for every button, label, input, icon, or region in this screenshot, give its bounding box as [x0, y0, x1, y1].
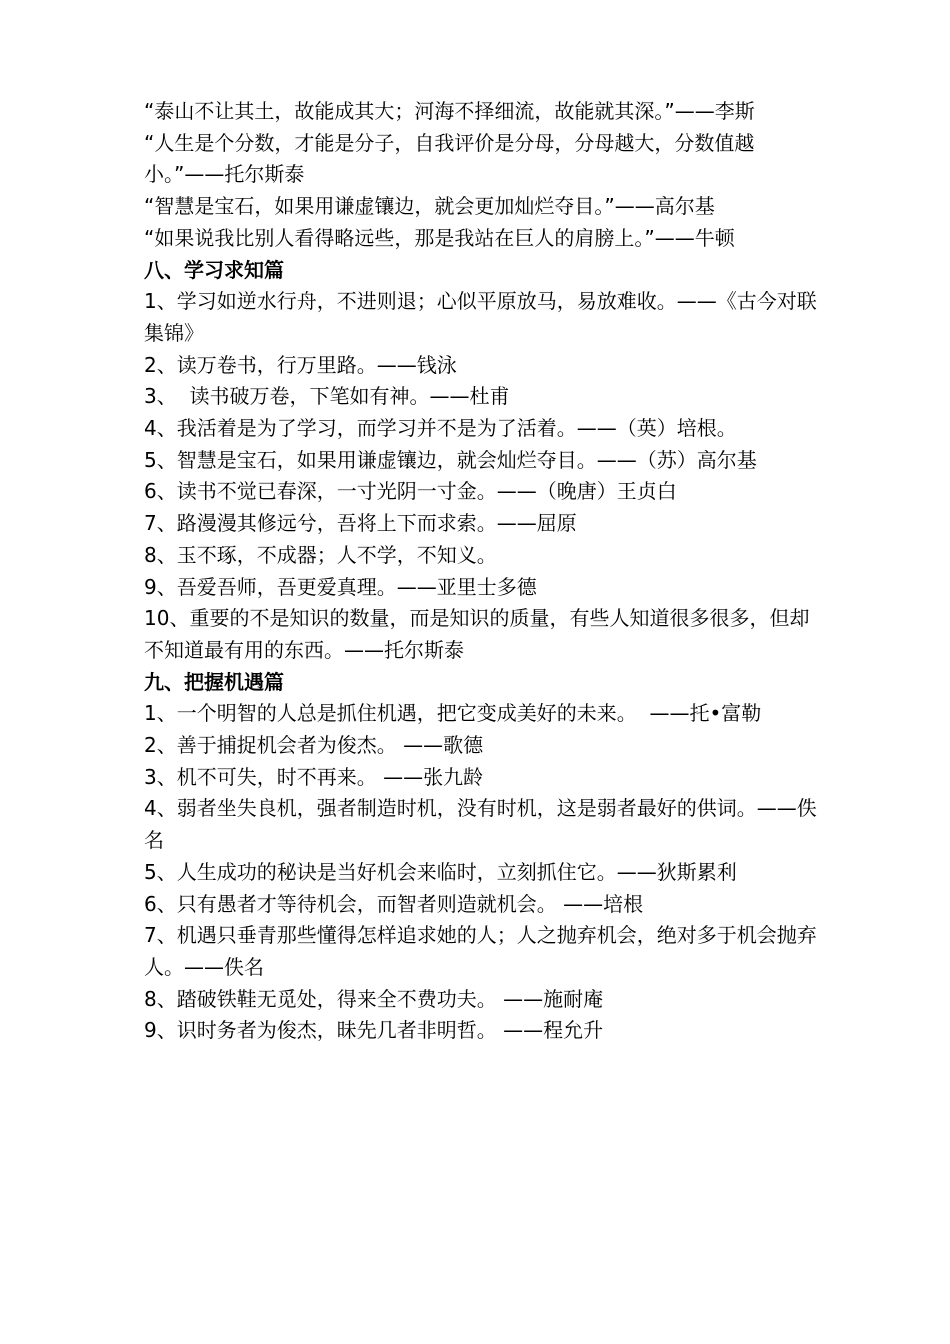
list-item: 4、我活着是为了学习，而学习并不是为了活着。——（英）培根。 — [144, 416, 737, 441]
list-item: 2、善于捕捉机会者为俊杰。 ——歌德 — [144, 733, 484, 758]
list-item: 8、踏破铁鞋无觅处，得来全不费功夫。 ——施耐庵 — [144, 986, 604, 1011]
list-item: 1、一个明智的人总是抓住机遇，把它变成美好的未来。 ——托•富勒 — [144, 701, 762, 726]
list-item: 3、 读书破万卷，下笔如有神。——杜甫 — [144, 384, 510, 409]
list-item: 7、机遇只垂青那些懂得怎样追求她的人；人之抛弃机会，绝对多于机会抛弃人。——佚名 — [144, 923, 817, 979]
list-item: 6、只有愚者才等待机会，而智者则造就机会。 ——培根 — [144, 891, 644, 916]
list-item: 8、玉不琢，不成器；人不学，不知义。 — [144, 542, 497, 567]
list-item: 7、路漫漫其修远兮，吾将上下而求索。——屈原 — [144, 511, 577, 536]
list-item: 3、机不可失，时不再来。 ——张九龄 — [144, 764, 484, 789]
quote-line: “如果说我比别人看得略远些，那是我站在巨人的肩膀上。”——牛顿 — [144, 225, 735, 250]
list-item: 6、读书不觉已春深，一寸光阴一寸金。——（晚唐）王贞白 — [144, 479, 677, 504]
section-heading-opportunity: 九、把握机遇篇 — [144, 669, 284, 694]
list-item: 2、读万卷书，行万里路。——钱泳 — [144, 352, 457, 377]
list-item: 1、学习如逆水行舟，不进则退；心似平原放马，易放难收。——《古今对联集锦》 — [144, 289, 817, 345]
section-heading-learning: 八、学习求知篇 — [144, 257, 284, 282]
list-item: 4、弱者坐失良机，强者制造时机，没有时机，这是弱者最好的供词。——佚名 — [144, 796, 817, 853]
list-item: 9、识时务者为俊杰，昧先几者非明哲。 ——程允升 — [144, 1018, 604, 1043]
list-item: 5、智慧是宝石，如果用谦虚镶边，就会灿烂夺目。——（苏）高尔基 — [144, 447, 757, 472]
quote-line: “泰山不让其土，故能成其大；河海不择细流，故能就其深。”——李斯 — [144, 99, 755, 123]
quote-line: “人生是个分数，才能是分子，自我评价是分母，分母越大，分数值越小。”——托尔斯泰 — [144, 130, 755, 187]
list-item: 5、人生成功的秘诀是当好机会来临时，立刻抓住它。——狄斯累利 — [144, 859, 737, 884]
document-page — [144, 96, 820, 1047]
list-item: 9、吾爱吾师，吾更爱真理。——亚里士多德 — [144, 574, 537, 599]
quote-line: “智慧是宝石，如果用谦虚镶边，就会更加灿烂夺目。”——高尔基 — [144, 194, 715, 219]
list-item: 10、重要的不是知识的数量，而是知识的质量，有些人知道很多很多，但却不知道最有用的东西。——托尔斯泰 — [144, 606, 810, 662]
